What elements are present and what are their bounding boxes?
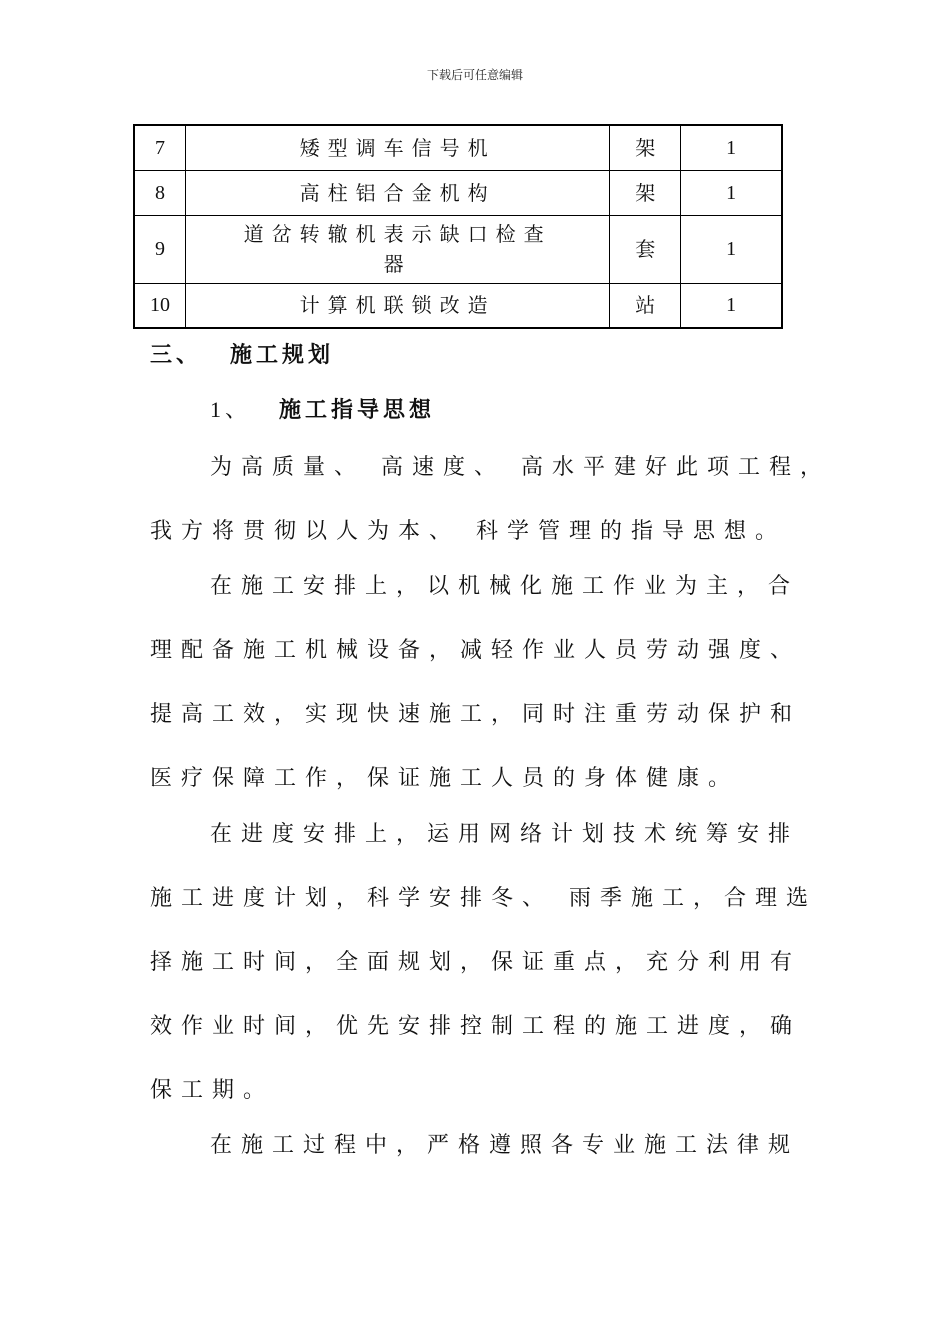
body-line: 理配备施工机械设备，减轻作业人员劳动强度、 (150, 638, 802, 663)
body-line: 在施工安排上，以机械化施工作业为主，合 (210, 574, 800, 599)
equipment-table (133, 124, 783, 329)
item-qty: 1 (681, 170, 782, 215)
item-name (185, 215, 609, 283)
section-number: 三、 (150, 343, 203, 368)
body-line: 在施工过程中，严格遵照各专业施工法律规 (210, 1133, 800, 1158)
table-row (134, 215, 782, 283)
body-line: 医疗保障工作，保证施工人员的身体健康。 (150, 766, 740, 791)
item-unit: 架 (610, 170, 681, 215)
item-name-line: 器 (383, 252, 412, 276)
row-number: 7 (134, 125, 185, 170)
body-line: 提高工效，实现快速施工，同时注重劳动保护和 (150, 702, 802, 727)
body-line: 效作业时间，优先安排控制工程的施工进度，确 (150, 1014, 802, 1039)
body-line: 在进度安排上，运用网络计划技术统筹安排 (210, 822, 800, 847)
body-line: 择施工时间，全面规划，保证重点，充分利用有 (150, 950, 802, 975)
item-name-line: 道岔转辙机表示缺口检查 (243, 222, 552, 246)
subsection-heading (210, 393, 435, 424)
body-line: 保工期。 (150, 1078, 275, 1103)
row-number: 10 (134, 283, 185, 328)
item-qty: 1 (681, 125, 782, 170)
body-line: 施工进度计划，科学安排冬、 雨季施工，合理选 (150, 886, 817, 911)
item-name: 高柱铝合金机构 (185, 170, 609, 215)
section-title: 施工规划 (230, 343, 335, 368)
item-unit: 套 (610, 215, 681, 283)
item-name: 矮型调车信号机 (185, 125, 609, 170)
item-unit: 站 (610, 283, 681, 328)
body-line: 为高质量、 高速度、 高水平建好此项工程， (210, 455, 831, 480)
subsection-title: 施工指导思想 (279, 398, 436, 423)
table-row (134, 125, 782, 170)
item-qty: 1 (681, 283, 782, 328)
item-unit: 架 (610, 125, 681, 170)
table-row (134, 283, 782, 328)
body-line: 我方将贯彻以人为本、 科学管理的指导思想。 (150, 519, 786, 544)
row-number: 8 (134, 170, 185, 215)
item-qty: 1 (681, 215, 782, 283)
table-row (134, 170, 782, 215)
row-number: 9 (134, 215, 185, 283)
page-header: 下载后可任意编辑 (426, 68, 523, 82)
subsection-number: 1、 (210, 397, 252, 422)
item-name: 计算机联锁改造 (185, 283, 609, 328)
section-heading (150, 338, 334, 369)
